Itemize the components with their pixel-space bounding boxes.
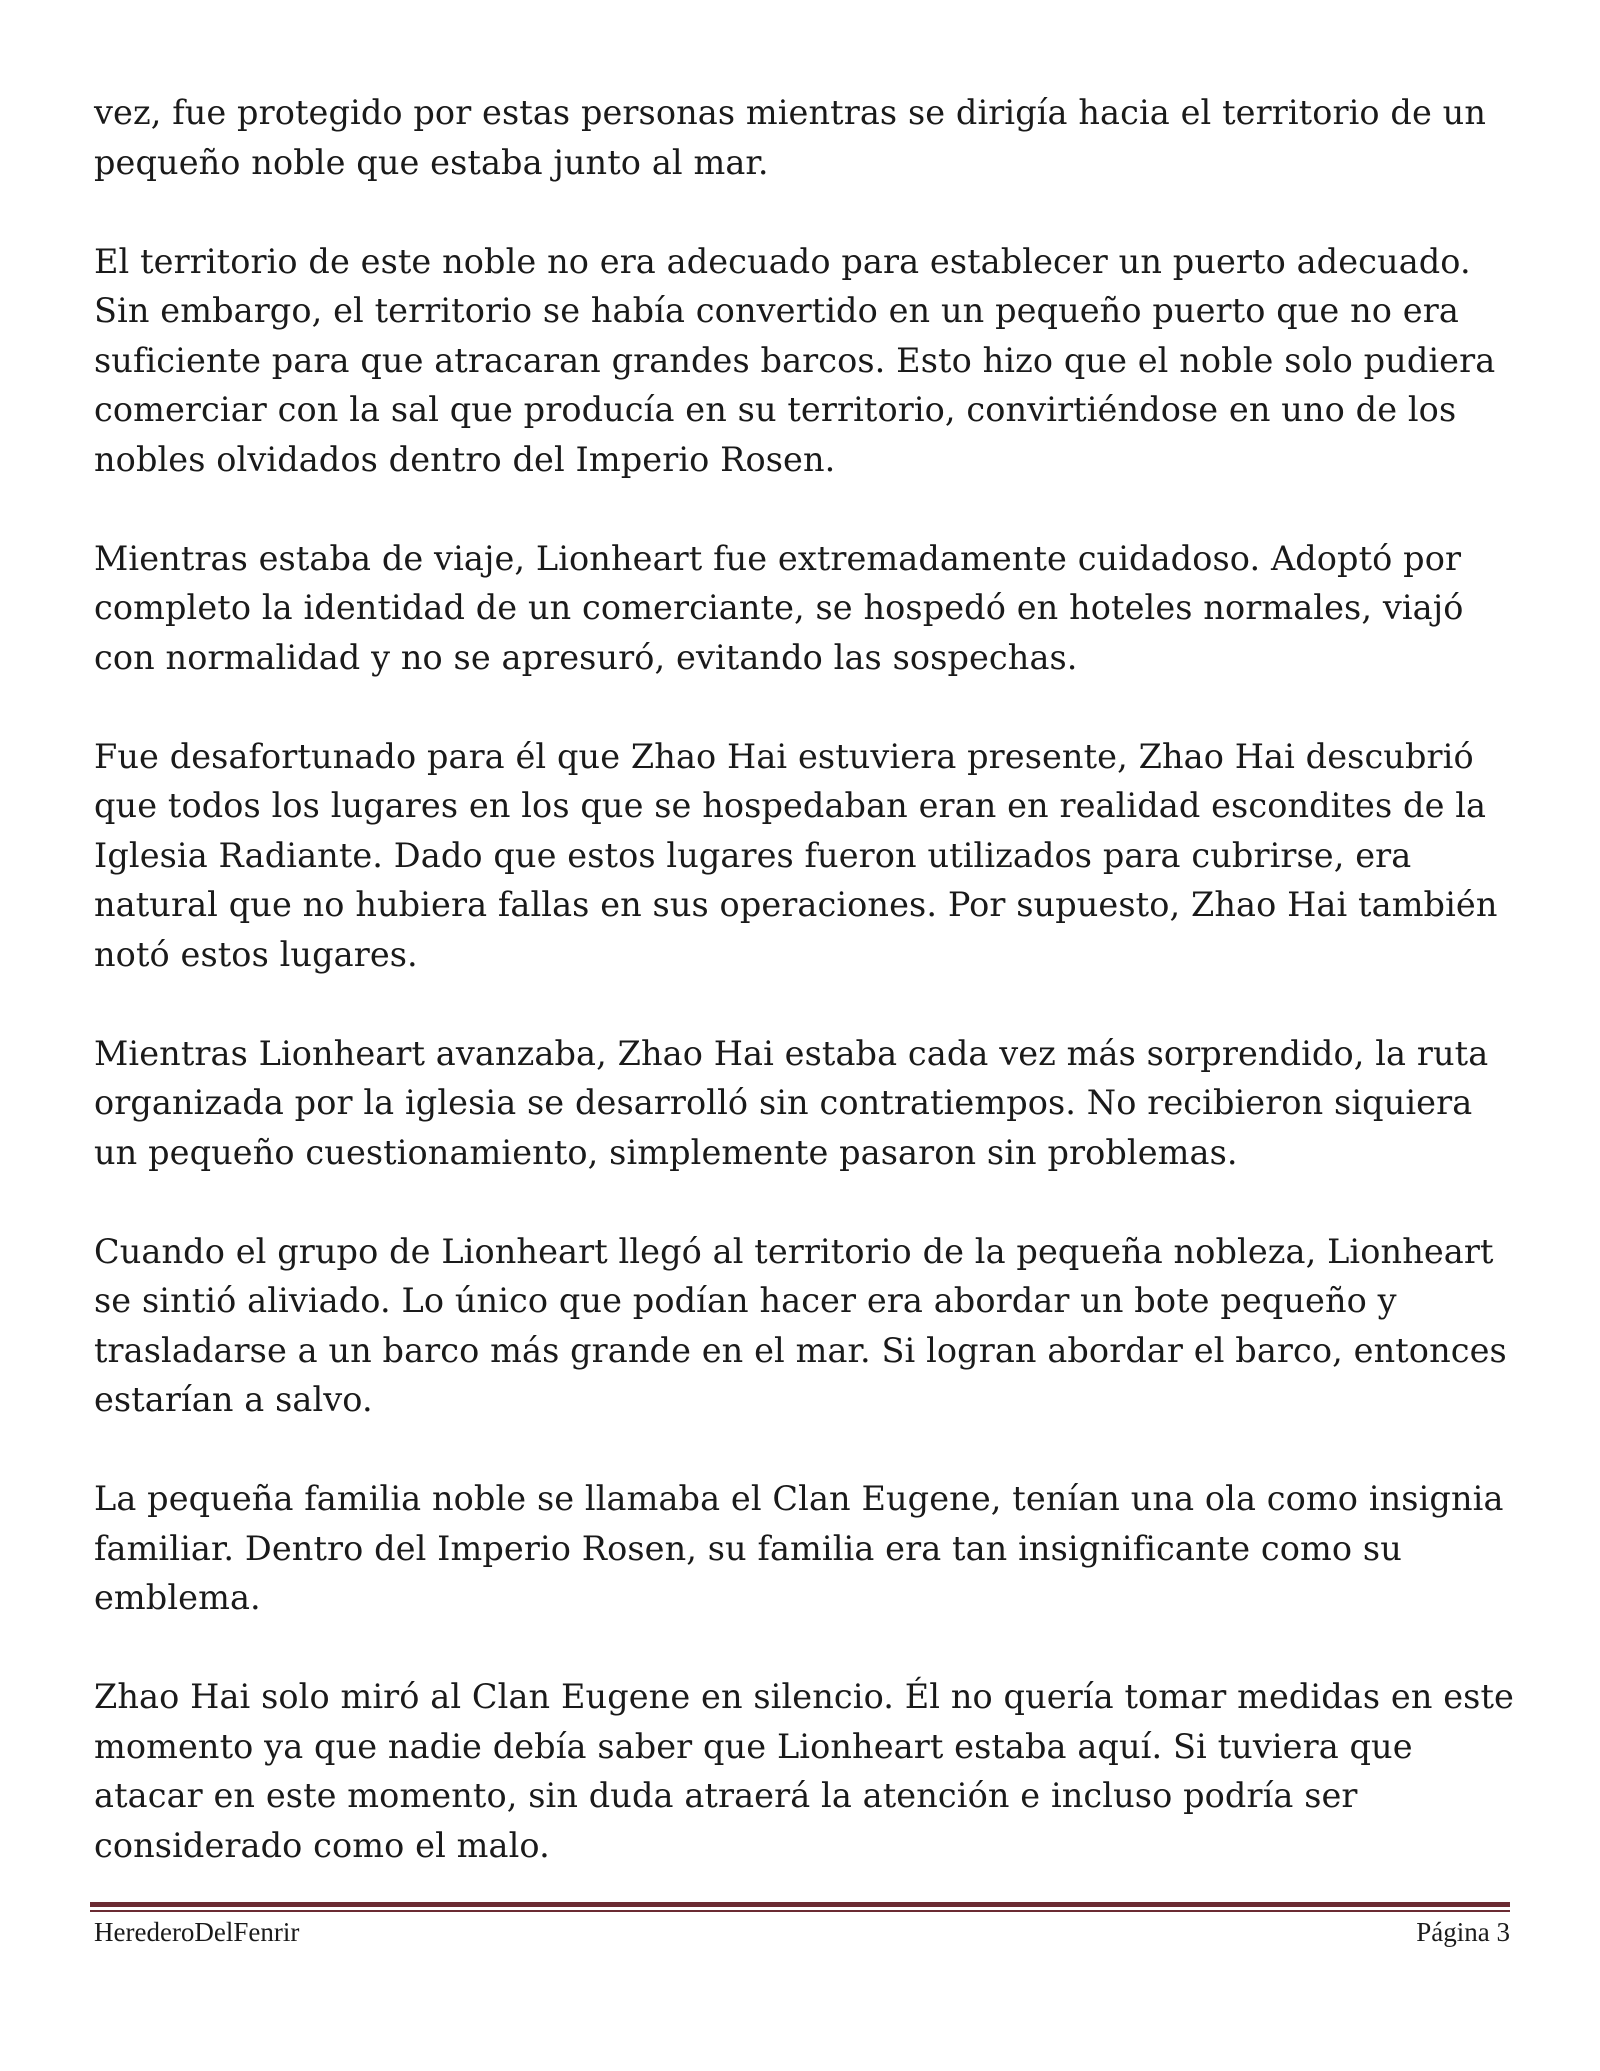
footer-author: HerederoDelFenrir	[94, 1917, 300, 1947]
paragraph: Mientras estaba de viaje, Lionheart fue extremadamente cuidadoso. Adoptó por completo la identidad de un comerciante, se hospedó en hoteles normales, viajó con normalidad y no se apresuró, evitando las sospechas.	[94, 538, 1464, 677]
page-footer	[94, 1912, 1510, 1952]
paragraph: vez, fue protegido por estas personas mientras se dirigía hacia el territorio de un pequeño noble que estaba junto al mar.	[94, 93, 1486, 182]
paragraph: Zhao Hai solo miró al Clan Eugene en silencio. Él no quería tomar medidas en este momento ya que nadie debía saber que Lionheart estaba aquí. Si tuviera que atacar en este momento, sin duda atraerá la atención e incluso podría ser considerado como el malo.	[94, 1677, 1514, 1865]
paragraph: El territorio de este noble no era adecuado para establecer un puerto adecuado. Sin embargo, el territorio se había convertido en un pequeño puerto que no era suficiente para que atracaran grandes barcos. Esto hizo que el noble solo pudiera comerciar con la sal que producía en su territorio, convirtiéndose en uno de los nobles olvidados dentro del Imperio Rosen.	[94, 241, 1496, 479]
paragraph: Fue desafortunado para él que Zhao Hai estuviera presente, Zhao Hai descubrió que todos los lugares en los que se hospedaban eran en realidad escondites de la Iglesia Radiante. Dado que estos lugares fueron utilizados para cubrirse, era natural que no hubiera fallas en sus operaciones. Por supuesto, Zhao Hai también notó estos lugares.	[94, 736, 1498, 974]
footer-divider-thick	[90, 1902, 1510, 1907]
paragraph: Mientras Lionheart avanzaba, Zhao Hai estaba cada vez más sorprendido, la ruta organizada por la iglesia se desarrolló sin contratiempos. No recibieron siquiera un pequeño cuestionamiento, simplemente pasaron sin problemas.	[94, 1033, 1489, 1172]
document-body	[94, 88, 1514, 1870]
page-number: Página 3	[1416, 1917, 1510, 1947]
paragraph: La pequeña familia noble se llamaba el Clan Eugene, tenían una ola como insignia familiar. Dentro del Imperio Rosen, su familia era tan insignificante como su emblema.	[94, 1479, 1504, 1617]
paragraph: Cuando el grupo de Lionheart llegó al territorio de la pequeña nobleza, Lionheart se sintió aliviado. Lo único que podían hacer era abordar un bote pequeño y trasladarse a un barco más grande en el mar. Si logran abordar el barco, entonces estarían a salvo.	[94, 1231, 1507, 1419]
